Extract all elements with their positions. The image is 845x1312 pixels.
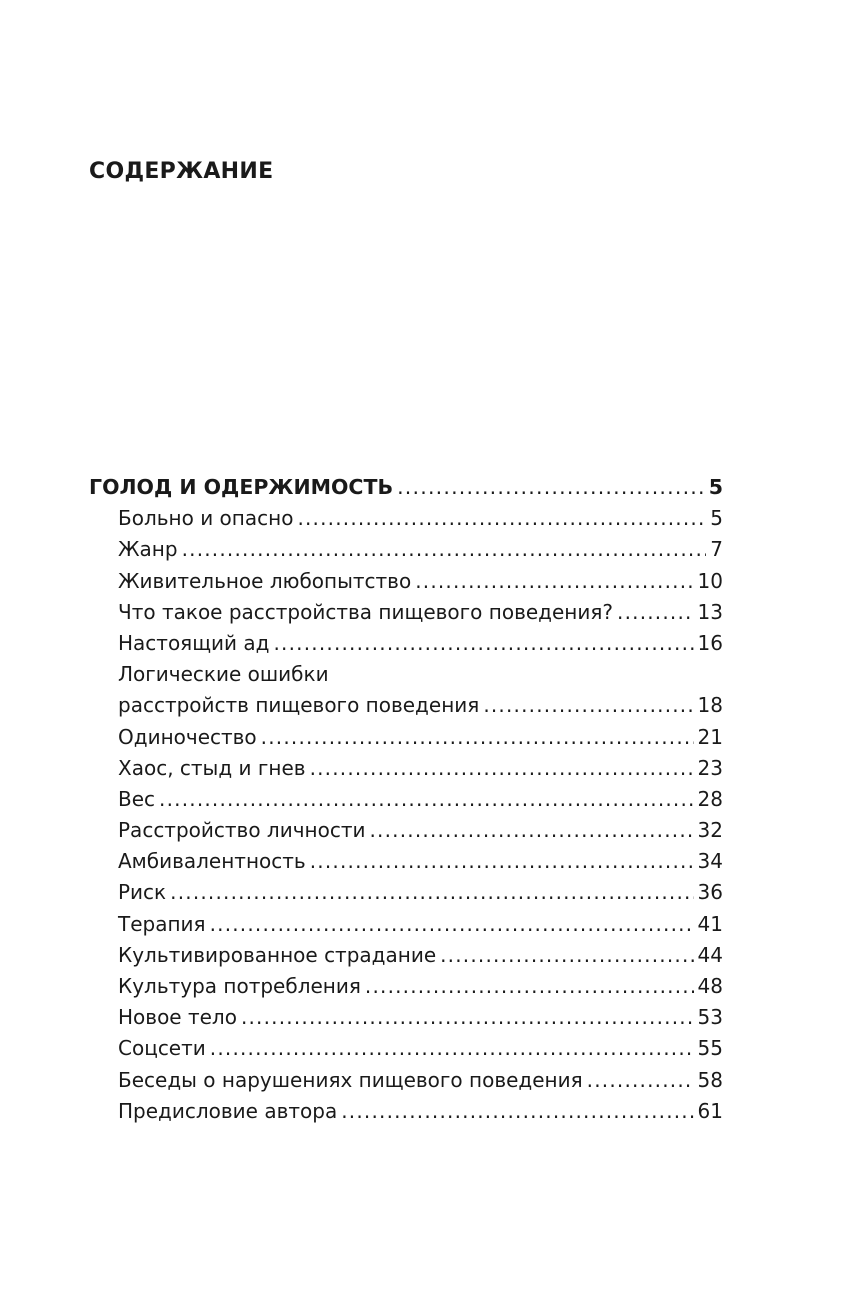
toc-entry-row[interactable] — [89, 628, 723, 659]
toc-page-number: 44 — [697, 942, 723, 967]
toc-entry-row[interactable] — [89, 971, 723, 1002]
toc-entry-row[interactable] — [89, 1096, 723, 1127]
toc-entry-row[interactable] — [89, 1033, 723, 1064]
toc-entry-row[interactable] — [89, 846, 723, 877]
toc-entry-row[interactable] — [89, 690, 723, 721]
toc-entry-row[interactable] — [89, 534, 723, 565]
toc-dot-leader — [241, 1002, 694, 1033]
toc-page-number: 7 — [710, 537, 723, 562]
toc-dot-leader — [273, 628, 693, 659]
toc-entry-title: Культура потребления — [118, 974, 361, 998]
toc-entry-row[interactable] — [89, 1065, 723, 1096]
toc-dot-leader — [617, 597, 694, 628]
toc-entry-title: Амбивалентность — [118, 849, 306, 874]
toc-entry-title-line[interactable] — [89, 659, 723, 690]
toc-chapter-row[interactable] — [89, 472, 723, 503]
toc-dot-leader — [182, 534, 707, 565]
page-title: СОДЕРЖАНИЕ — [89, 159, 274, 184]
toc-entry-title-first-line: Логические ошибки — [118, 662, 329, 687]
toc-page-number: 18 — [697, 693, 723, 718]
toc-entry-row[interactable] — [89, 909, 723, 940]
toc-dot-leader — [210, 1033, 694, 1064]
toc-page-number: 32 — [697, 818, 723, 843]
toc-page-number: 16 — [697, 630, 723, 655]
toc-dot-leader — [341, 1096, 693, 1127]
toc-page-number: 53 — [697, 1005, 723, 1030]
toc-entry-title: Одиночество — [118, 724, 257, 749]
toc-page-number: 5 — [708, 475, 723, 499]
toc-entry-row[interactable] — [89, 503, 723, 534]
toc-dot-leader — [369, 815, 693, 846]
toc-page-number: 23 — [697, 755, 723, 780]
toc-page-number: 61 — [697, 1098, 723, 1123]
toc-entry-row[interactable] — [89, 722, 723, 753]
toc-entry-title: Хаос, стыд и гнев — [118, 755, 306, 780]
toc-entry-row[interactable] — [89, 1002, 723, 1033]
toc-page-number: 10 — [697, 568, 723, 593]
toc-page-number: 13 — [697, 599, 723, 624]
toc-chapter-title: ГОЛОД И ОДЕРЖИМОСТЬ — [89, 475, 394, 499]
toc-entry-row[interactable] — [89, 753, 723, 784]
toc-page-number: 21 — [697, 724, 723, 749]
toc-page-number: 58 — [697, 1067, 723, 1092]
toc-dot-leader — [261, 722, 694, 753]
toc-dot-leader — [415, 566, 693, 597]
table-of-contents — [89, 472, 723, 1127]
toc-dot-leader — [297, 503, 706, 534]
toc-dot-leader — [310, 753, 694, 784]
toc-entry-title: Риск — [118, 880, 167, 905]
toc-page-number: 55 — [697, 1036, 723, 1061]
toc-dot-leader — [483, 690, 693, 721]
toc-entry-title: Расстройство личности — [118, 818, 366, 843]
toc-entry-row[interactable] — [89, 566, 723, 597]
toc-entry-title: Что такое расстройства пищевого поведения? — [118, 599, 614, 624]
toc-entry-row[interactable] — [89, 597, 723, 628]
toc-dot-leader — [365, 971, 694, 1002]
toc-entry-title: Жанр — [118, 537, 178, 562]
toc-page-number: 41 — [697, 911, 723, 936]
toc-page-number: 5 — [710, 506, 723, 531]
toc-dot-leader — [159, 784, 694, 815]
toc-dot-leader — [210, 909, 694, 940]
toc-entry-title: Терапия — [118, 911, 206, 936]
toc-dot-leader — [397, 472, 705, 503]
toc-dot-leader — [587, 1065, 694, 1096]
toc-entry-title: Соцсети — [118, 1036, 206, 1061]
toc-page-number: 48 — [697, 974, 723, 998]
toc-entry-title: Культивированное страдание — [118, 942, 437, 967]
toc-entry-title: Живительное любопытство — [118, 568, 412, 593]
toc-page-number: 36 — [697, 880, 723, 905]
toc-entry-row[interactable] — [89, 940, 723, 971]
toc-entry-title: Беседы о нарушениях пищевого поведения — [118, 1067, 583, 1092]
toc-entry-title: Больно и опасно — [118, 506, 294, 531]
toc-page-number: 28 — [697, 786, 723, 811]
toc-entry-title: Новое тело — [118, 1005, 237, 1030]
toc-entry-title: Настоящий ад — [118, 630, 270, 655]
toc-entry-row[interactable] — [89, 815, 723, 846]
toc-dot-leader — [440, 940, 693, 971]
toc-entry-title: расстройств пищевого поведения — [118, 693, 480, 718]
toc-entry-row[interactable] — [89, 784, 723, 815]
toc-entry-title: Вес — [118, 786, 156, 811]
toc-dot-leader — [310, 846, 694, 877]
toc-entry-title: Предисловие автора — [118, 1098, 338, 1123]
toc-page-number: 34 — [697, 849, 723, 874]
toc-dot-leader — [170, 877, 693, 908]
toc-entry-row[interactable] — [89, 877, 723, 908]
